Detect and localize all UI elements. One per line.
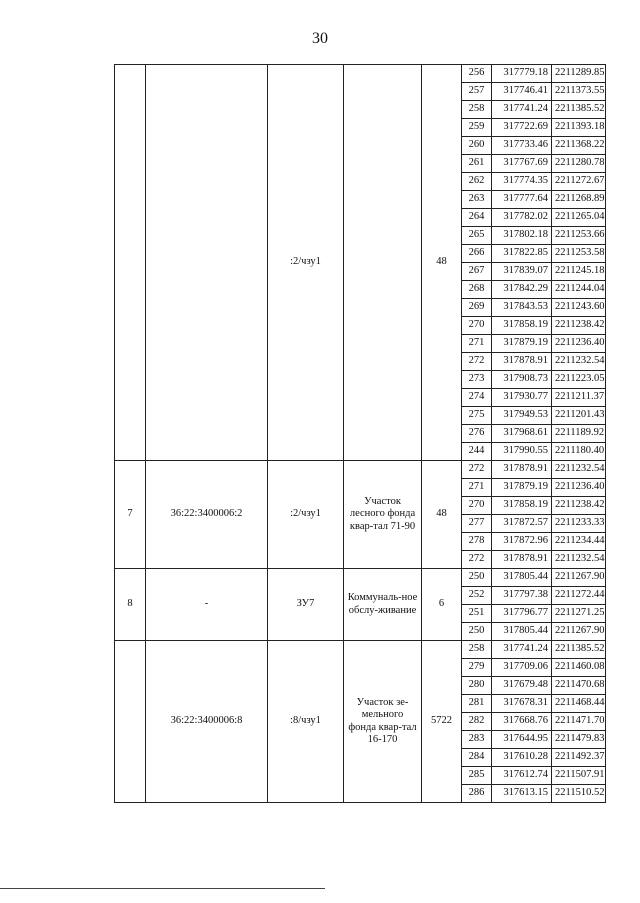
plot-description-cell [344, 65, 422, 461]
x-coordinate-cell: 317968.61 [492, 425, 552, 443]
x-coordinate-cell: 317668.76 [492, 713, 552, 731]
y-coordinate-cell: 2211243.60 [552, 299, 606, 317]
y-coordinate-cell: 2211236.40 [552, 335, 606, 353]
point-number-cell: 280 [462, 677, 492, 695]
x-coordinate-cell: 317879.19 [492, 335, 552, 353]
point-number-cell: 272 [462, 353, 492, 371]
y-coordinate-cell: 2211267.90 [552, 569, 606, 587]
y-coordinate-cell: 2211272.67 [552, 173, 606, 191]
y-coordinate-cell: 2211232.54 [552, 461, 606, 479]
x-coordinate-cell: 317733.46 [492, 137, 552, 155]
point-number-cell: 286 [462, 785, 492, 803]
cadastral-number-cell: 36:22:3400006:8 [146, 641, 268, 803]
x-coordinate-cell: 317741.24 [492, 641, 552, 659]
point-number-cell: 274 [462, 389, 492, 407]
y-coordinate-cell: 2211253.66 [552, 227, 606, 245]
plot-code-cell: :8/чзу1 [268, 641, 344, 803]
x-coordinate-cell: 317930.77 [492, 389, 552, 407]
x-coordinate-cell: 317613.15 [492, 785, 552, 803]
point-number-cell: 261 [462, 155, 492, 173]
point-number-cell: 276 [462, 425, 492, 443]
plot-description-cell: Участок лесного фонда квар-тал 71-90 [344, 461, 422, 569]
footer-line [0, 888, 325, 889]
point-number-cell: 270 [462, 497, 492, 515]
point-number-cell: 272 [462, 551, 492, 569]
y-coordinate-cell: 2211280.78 [552, 155, 606, 173]
x-coordinate-cell: 317796.77 [492, 605, 552, 623]
row-number-cell: 8 [115, 569, 146, 641]
point-number-cell: 284 [462, 749, 492, 767]
y-coordinate-cell: 2211460.08 [552, 659, 606, 677]
point-number-cell: 275 [462, 407, 492, 425]
y-coordinate-cell: 2211385.52 [552, 101, 606, 119]
y-coordinate-cell: 2211244.04 [552, 281, 606, 299]
point-number-cell: 282 [462, 713, 492, 731]
point-number-cell: 251 [462, 605, 492, 623]
x-coordinate-cell: 317741.24 [492, 101, 552, 119]
area-cell: 6 [422, 569, 462, 641]
y-coordinate-cell: 2211507.91 [552, 767, 606, 785]
area-cell: 5722 [422, 641, 462, 803]
coordinates-table [114, 64, 606, 803]
point-number-cell: 273 [462, 371, 492, 389]
x-coordinate-cell: 317782.02 [492, 209, 552, 227]
y-coordinate-cell: 2211253.58 [552, 245, 606, 263]
point-number-cell: 252 [462, 587, 492, 605]
y-coordinate-cell: 2211267.90 [552, 623, 606, 641]
point-number-cell: 285 [462, 767, 492, 785]
plot-code-cell: :2/чзу1 [268, 65, 344, 461]
x-coordinate-cell: 317797.38 [492, 587, 552, 605]
x-coordinate-cell: 317746.41 [492, 83, 552, 101]
x-coordinate-cell: 317872.57 [492, 515, 552, 533]
x-coordinate-cell: 317805.44 [492, 623, 552, 641]
x-coordinate-cell: 317612.74 [492, 767, 552, 785]
x-coordinate-cell: 317802.18 [492, 227, 552, 245]
point-number-cell: 277 [462, 515, 492, 533]
x-coordinate-cell: 317949.53 [492, 407, 552, 425]
table-row [115, 641, 606, 659]
point-number-cell: 259 [462, 119, 492, 137]
plot-description-cell: Участок зе-мельного фонда квар-тал 16-170 [344, 641, 422, 803]
point-number-cell: 263 [462, 191, 492, 209]
x-coordinate-cell: 317843.53 [492, 299, 552, 317]
y-coordinate-cell: 2211468.44 [552, 695, 606, 713]
area-cell: 48 [422, 65, 462, 461]
x-coordinate-cell: 317644.95 [492, 731, 552, 749]
point-number-cell: 260 [462, 137, 492, 155]
page-number: 30 [312, 30, 328, 47]
point-number-cell: 268 [462, 281, 492, 299]
x-coordinate-cell: 317878.91 [492, 551, 552, 569]
y-coordinate-cell: 2211234.44 [552, 533, 606, 551]
table-row [115, 569, 606, 587]
cadastral-number-cell [146, 65, 268, 461]
x-coordinate-cell: 317858.19 [492, 497, 552, 515]
y-coordinate-cell: 2211189.92 [552, 425, 606, 443]
point-number-cell: 271 [462, 479, 492, 497]
x-coordinate-cell: 317679.48 [492, 677, 552, 695]
cadastral-number-cell: - [146, 569, 268, 641]
y-coordinate-cell: 2211265.04 [552, 209, 606, 227]
x-coordinate-cell: 317805.44 [492, 569, 552, 587]
x-coordinate-cell: 317879.19 [492, 479, 552, 497]
y-coordinate-cell: 2211268.89 [552, 191, 606, 209]
x-coordinate-cell: 317878.91 [492, 461, 552, 479]
x-coordinate-cell: 317610.28 [492, 749, 552, 767]
x-coordinate-cell: 317678.31 [492, 695, 552, 713]
y-coordinate-cell: 2211238.42 [552, 497, 606, 515]
y-coordinate-cell: 2211492.37 [552, 749, 606, 767]
point-number-cell: 279 [462, 659, 492, 677]
x-coordinate-cell: 317842.29 [492, 281, 552, 299]
point-number-cell: 283 [462, 731, 492, 749]
y-coordinate-cell: 2211470.68 [552, 677, 606, 695]
x-coordinate-cell: 317822.85 [492, 245, 552, 263]
x-coordinate-cell: 317872.96 [492, 533, 552, 551]
plot-description-cell: Коммуналь-ное обслу-живание [344, 569, 422, 641]
y-coordinate-cell: 2211510.52 [552, 785, 606, 803]
point-number-cell: 270 [462, 317, 492, 335]
point-number-cell: 267 [462, 263, 492, 281]
y-coordinate-cell: 2211271.25 [552, 605, 606, 623]
point-number-cell: 250 [462, 623, 492, 641]
point-number-cell: 250 [462, 569, 492, 587]
y-coordinate-cell: 2211272.44 [552, 587, 606, 605]
x-coordinate-cell: 317839.07 [492, 263, 552, 281]
y-coordinate-cell: 2211373.55 [552, 83, 606, 101]
y-coordinate-cell: 2211236.40 [552, 479, 606, 497]
point-number-cell: 256 [462, 65, 492, 83]
row-number-cell: 7 [115, 461, 146, 569]
x-coordinate-cell: 317908.73 [492, 371, 552, 389]
y-coordinate-cell: 2211232.54 [552, 551, 606, 569]
x-coordinate-cell: 317858.19 [492, 317, 552, 335]
x-coordinate-cell: 317878.91 [492, 353, 552, 371]
x-coordinate-cell: 317722.69 [492, 119, 552, 137]
row-number-cell [115, 641, 146, 803]
x-coordinate-cell: 317777.64 [492, 191, 552, 209]
point-number-cell: 244 [462, 443, 492, 461]
point-number-cell: 281 [462, 695, 492, 713]
y-coordinate-cell: 2211385.52 [552, 641, 606, 659]
y-coordinate-cell: 2211233.33 [552, 515, 606, 533]
x-coordinate-cell: 317990.55 [492, 443, 552, 461]
point-number-cell: 258 [462, 101, 492, 119]
cadastral-number-cell: 36:22:3400006:2 [146, 461, 268, 569]
point-number-cell: 269 [462, 299, 492, 317]
x-coordinate-cell: 317774.35 [492, 173, 552, 191]
y-coordinate-cell: 2211223.05 [552, 371, 606, 389]
y-coordinate-cell: 2211211.37 [552, 389, 606, 407]
y-coordinate-cell: 2211245.18 [552, 263, 606, 281]
y-coordinate-cell: 2211289.85 [552, 65, 606, 83]
point-number-cell: 272 [462, 461, 492, 479]
area-cell: 48 [422, 461, 462, 569]
point-number-cell: 265 [462, 227, 492, 245]
y-coordinate-cell: 2211201.43 [552, 407, 606, 425]
x-coordinate-cell: 317779.18 [492, 65, 552, 83]
row-number-cell [115, 65, 146, 461]
table-row [115, 65, 606, 83]
point-number-cell: 271 [462, 335, 492, 353]
plot-code-cell: ЗУ7 [268, 569, 344, 641]
plot-code-cell: :2/чзу1 [268, 461, 344, 569]
y-coordinate-cell: 2211238.42 [552, 317, 606, 335]
point-number-cell: 257 [462, 83, 492, 101]
x-coordinate-cell: 317709.06 [492, 659, 552, 677]
table-row [115, 461, 606, 479]
point-number-cell: 258 [462, 641, 492, 659]
y-coordinate-cell: 2211180.40 [552, 443, 606, 461]
y-coordinate-cell: 2211479.83 [552, 731, 606, 749]
y-coordinate-cell: 2211393.18 [552, 119, 606, 137]
y-coordinate-cell: 2211232.54 [552, 353, 606, 371]
point-number-cell: 266 [462, 245, 492, 263]
point-number-cell: 262 [462, 173, 492, 191]
point-number-cell: 278 [462, 533, 492, 551]
point-number-cell: 264 [462, 209, 492, 227]
y-coordinate-cell: 2211368.22 [552, 137, 606, 155]
x-coordinate-cell: 317767.69 [492, 155, 552, 173]
y-coordinate-cell: 2211471.70 [552, 713, 606, 731]
